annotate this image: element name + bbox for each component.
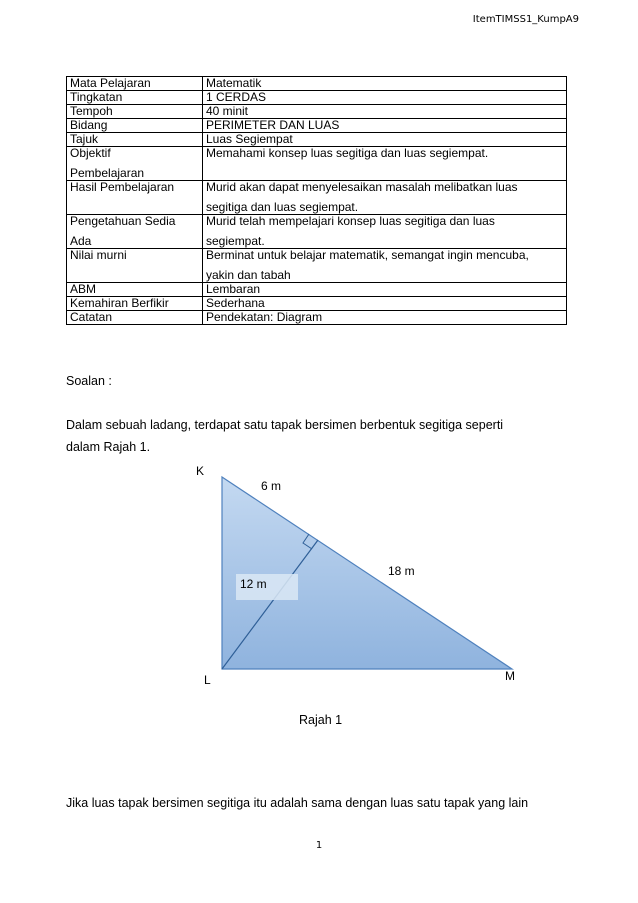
table-row	[67, 297, 567, 311]
row-label-line: Ada	[70, 234, 92, 248]
row-label	[67, 147, 203, 181]
row-label-line: Hasil Pembelajaran	[70, 180, 175, 194]
page-number: 1	[315, 840, 323, 851]
triangle-klm	[222, 477, 512, 669]
row-label: Kemahiran Berfikir	[67, 297, 203, 311]
triangle-svg	[0, 460, 638, 700]
table-row	[67, 133, 567, 147]
row-value	[203, 147, 567, 181]
row-label: Mata Pelajaran	[67, 77, 203, 91]
table-row	[67, 119, 567, 133]
row-label	[67, 215, 203, 249]
vertex-l-label: L	[204, 673, 211, 687]
row-value: 40 minit	[203, 105, 567, 119]
table-row	[67, 147, 567, 181]
row-value-line: yakin dan tabah	[206, 268, 291, 282]
table-row	[67, 283, 567, 297]
table-row	[67, 215, 567, 249]
row-value	[203, 215, 567, 249]
row-value-line: Murid telah mempelajari konsep luas segitiga dan luas	[206, 214, 495, 228]
row-value: Lembaran	[203, 283, 567, 297]
vertex-k-label: K	[196, 464, 205, 478]
side-km-label: 6 m	[261, 479, 282, 493]
row-value: PERIMETER DAN LUAS	[203, 119, 567, 133]
table-row	[67, 77, 567, 91]
row-label-line: Pengetahuan Sedia	[70, 214, 176, 228]
row-value: Pendekatan: Diagram	[203, 311, 567, 325]
row-value-line: Berminat untuk belajar matematik, semangat ingin mencuba,	[206, 248, 529, 262]
hypotenuse-label: 18 m	[388, 564, 415, 578]
row-label-line: Pembelajaran	[70, 166, 145, 180]
row-label	[67, 249, 203, 283]
table-row	[67, 311, 567, 325]
row-value: Luas Segiempat	[203, 133, 567, 147]
table-row	[67, 105, 567, 119]
row-label: Tempoh	[67, 105, 203, 119]
lesson-info-table	[66, 76, 567, 325]
row-label-line: Objektif	[70, 146, 111, 160]
row-value-line: segitiga dan luas segiempat.	[206, 200, 359, 214]
row-value	[203, 181, 567, 215]
row-value: 1 CERDAS	[203, 91, 567, 105]
question-closing-line: Jika luas tapak bersimen segitiga itu adalah sama dengan luas satu tapak yang lain	[66, 796, 529, 810]
row-label: Catatan	[67, 311, 203, 325]
row-value: Matematik	[203, 77, 567, 91]
row-label: ABM	[67, 283, 203, 297]
row-label-line: Nilai murni	[70, 248, 127, 262]
vertex-m-label: M	[505, 669, 515, 683]
table-row	[67, 181, 567, 215]
question-paragraph-line: Dalam sebuah ladang, terdapat satu tapak bersimen berbentuk segitiga seperti	[66, 418, 504, 432]
row-value-line: segiempat.	[206, 234, 265, 248]
triangle-diagram	[0, 460, 638, 700]
row-value-line: Murid akan dapat menyelesaikan masalah melibatkan luas	[206, 180, 518, 194]
figure-caption: Rajah 1	[299, 713, 343, 727]
table-row	[67, 91, 567, 105]
document-id-header: ItemTIMSS1_KumpA9	[472, 14, 579, 25]
row-label: Tingkatan	[67, 91, 203, 105]
height-label: 12 m	[240, 577, 267, 591]
row-value	[203, 249, 567, 283]
row-value-line: Memahami konsep luas segitiga dan luas segiempat.	[206, 146, 489, 160]
question-paragraph-line: dalam Rajah 1.	[66, 440, 151, 454]
question-heading: Soalan :	[66, 374, 112, 388]
row-value: Sederhana	[203, 297, 567, 311]
row-label: Tajuk	[67, 133, 203, 147]
row-label	[67, 181, 203, 215]
table-row	[67, 249, 567, 283]
row-label: Bidang	[67, 119, 203, 133]
